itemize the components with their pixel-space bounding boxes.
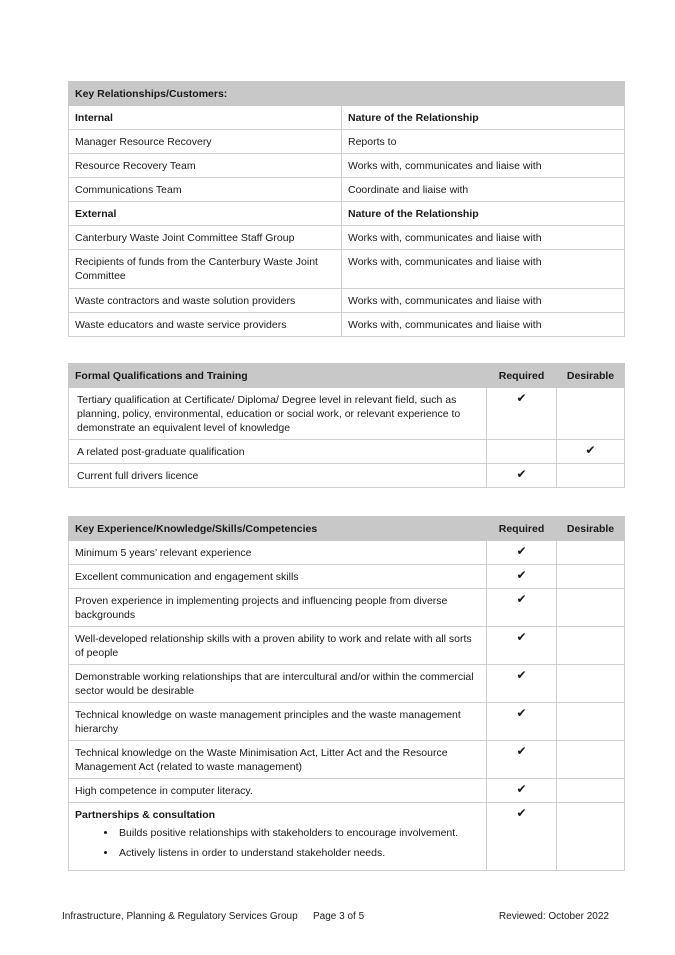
desirable-cell — [557, 665, 625, 703]
desirable-cell — [557, 741, 625, 779]
partnerships-title: Partnerships & consultation — [75, 809, 216, 821]
external-nature-heading: Nature of the Relationship — [342, 202, 625, 226]
desirable-cell — [557, 703, 625, 741]
desirable-column-heading: Desirable — [557, 517, 625, 541]
table-row — [69, 250, 625, 289]
table-row — [69, 803, 625, 871]
relationship-name: Waste educators and waste service providers — [69, 313, 342, 337]
check-icon: ✔ — [557, 440, 625, 464]
footer-page-number: Page 3 of 5 — [313, 911, 365, 922]
table-row — [69, 313, 625, 337]
experience-text: Excellent communication and engagement skills — [69, 565, 487, 589]
relationship-nature: Works with, communicates and liaise with — [342, 226, 625, 250]
experience-text: Demonstrable working relationships that are intercultural and/or within the commercial sector would be desirable — [69, 665, 487, 703]
desirable-cell — [557, 589, 625, 627]
partnerships-bullet-list — [75, 826, 480, 860]
desirable-cell — [557, 779, 625, 803]
list-item: • Actively listens in order to understand stakeholder needs. — [117, 846, 480, 860]
required-column-heading: Required — [487, 517, 557, 541]
check-icon: ✔ — [487, 803, 557, 871]
partnerships-cell — [69, 803, 487, 871]
desirable-column-heading: Desirable — [557, 364, 625, 388]
external-heading: External — [69, 202, 342, 226]
experience-text: Technical knowledge on the Waste Minimisation Act, Litter Act and the Resource Management Act (related to waste management) — [69, 741, 487, 779]
internal-nature-heading: Nature of the Relationship — [342, 106, 625, 130]
key-relationships-table — [68, 81, 625, 337]
check-icon: ✔ — [487, 464, 557, 488]
qualifications-table — [68, 363, 625, 488]
qualifications-title: Formal Qualifications and Training — [69, 364, 487, 388]
qualification-text: Current full drivers licence — [69, 464, 487, 488]
experience-text: Technical knowledge on waste management principles and the waste management hierarchy — [69, 703, 487, 741]
relationship-nature: Works with, communicates and liaise with — [342, 289, 625, 313]
relationship-name: Manager Resource Recovery — [69, 130, 342, 154]
table-row — [69, 440, 625, 464]
desirable-cell — [557, 464, 625, 488]
qualification-text: Tertiary qualification at Certificate/ Diploma/ Degree level in relevant field, such as planning, policy, environmental, education or social work, or relevant experience to demonstrate an equivalent level of knowledge — [69, 388, 487, 440]
table-row — [69, 154, 625, 178]
key-relationships-title: Key Relationships/Customers: — [69, 82, 625, 106]
list-item: • Builds positive relationships with stakeholders to encourage involvement. — [117, 826, 480, 840]
relationship-name: Waste contractors and waste solution providers — [69, 289, 342, 313]
table-row — [69, 589, 625, 627]
relationship-nature: Reports to — [342, 130, 625, 154]
table-row — [69, 703, 625, 741]
desirable-cell — [557, 803, 625, 871]
check-icon: ✔ — [487, 565, 557, 589]
experience-table — [68, 516, 625, 871]
check-icon: ✔ — [487, 388, 557, 440]
table-row — [69, 741, 625, 779]
desirable-cell — [557, 388, 625, 440]
check-icon: ✔ — [487, 665, 557, 703]
footer-group: Infrastructure, Planning & Regulatory Services Group — [62, 911, 298, 922]
check-icon: ✔ — [487, 589, 557, 627]
relationship-nature: Works with, communicates and liaise with — [342, 154, 625, 178]
desirable-cell — [557, 541, 625, 565]
relationship-nature: Works with, communicates and liaise with — [342, 313, 625, 337]
check-icon: ✔ — [487, 703, 557, 741]
internal-heading: Internal — [69, 106, 342, 130]
relationship-nature: Works with, communicates and liaise with — [342, 250, 625, 289]
experience-title: Key Experience/Knowledge/Skills/Competencies — [69, 517, 487, 541]
experience-text: Minimum 5 years’ relevant experience — [69, 541, 487, 565]
table-row — [69, 388, 625, 440]
desirable-cell — [557, 565, 625, 589]
check-icon: ✔ — [487, 541, 557, 565]
table-row — [69, 226, 625, 250]
required-cell — [487, 440, 557, 464]
table-row — [69, 464, 625, 488]
relationship-name: Resource Recovery Team — [69, 154, 342, 178]
table-row — [69, 289, 625, 313]
required-column-heading: Required — [487, 364, 557, 388]
check-icon: ✔ — [487, 741, 557, 779]
relationship-nature: Coordinate and liaise with — [342, 178, 625, 202]
table-row — [69, 178, 625, 202]
table-row — [69, 565, 625, 589]
check-icon: ✔ — [487, 627, 557, 665]
check-icon: ✔ — [487, 779, 557, 803]
experience-text: Proven experience in implementing projects and influencing people from diverse backgrounds — [69, 589, 487, 627]
footer-reviewed-date: Reviewed: October 2022 — [498, 911, 609, 922]
desirable-cell — [557, 627, 625, 665]
qualification-text: A related post-graduate qualification — [69, 440, 487, 464]
table-row — [69, 541, 625, 565]
table-row — [69, 665, 625, 703]
relationship-name: Canterbury Waste Joint Committee Staff Group — [69, 226, 342, 250]
table-row — [69, 627, 625, 665]
relationship-name: Communications Team — [69, 178, 342, 202]
table-row — [69, 130, 625, 154]
relationship-name: Recipients of funds from the Canterbury Waste Joint Committee — [69, 250, 342, 289]
table-row — [69, 779, 625, 803]
experience-text: Well-developed relationship skills with a proven ability to work and relate with all sorts of people — [69, 627, 487, 665]
experience-text: High competence in computer literacy. — [69, 779, 487, 803]
